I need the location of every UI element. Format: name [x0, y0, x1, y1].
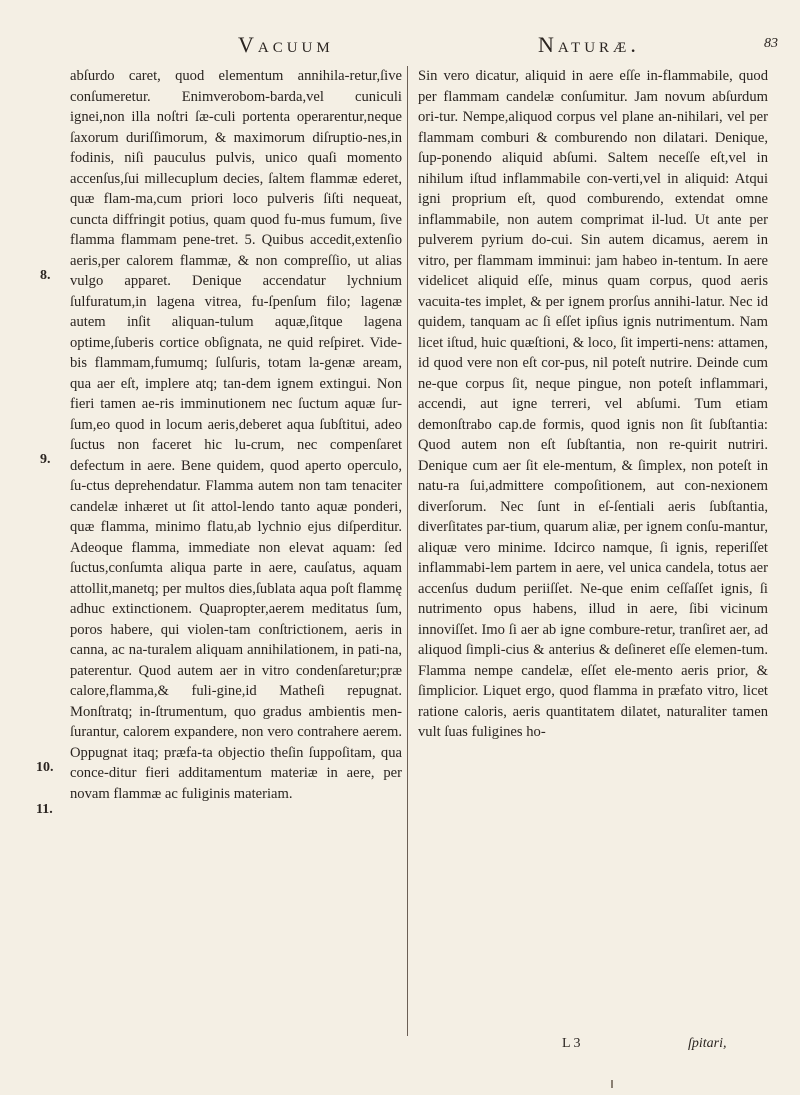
margin-number-8: 8.: [40, 268, 51, 283]
margin-number-9: 9.: [40, 452, 51, 467]
right-text-column: [418, 66, 768, 743]
header-word-vacuum: Vacuum: [238, 32, 334, 57]
catchword: ſpitari,: [688, 1036, 727, 1051]
paper-speck: [611, 1080, 613, 1088]
left-column-text: abſurdo caret, quod elementum annihila-retur,ſive conſumeretur. Enimverobom-barda,vel cuniculi ignei,non illa noſtri ſæ-culi portenta operarentur,neque ſaxorum duriſſimorum, & maximorum diſruptio-nes,in fodinis, niſi pauculus pulvis, unico quaſi momento accenſus,ſui millecuplum decies, ſaltem flammæ ederet, quæ flam-ma,cum priori loco pulveris ſiſti nequeat, cuncta diffringit potius, quam quod fu-mus fumum, ſive flamma flammam pene-tret. 5. Quibus accedit,extenſio aeris,per calorem flammæ, & non compreſſio, ut alias vulgo apparet. Denique accendatur lychnium ſulfuratum,in lagena vitrea, fu-ſpenſum filo; lagenæ autem inſit aliquan-tulum aquæ,ſitque lagena optime,ſuberis cortice obſignata, ne quid reſpiret. Vide-bis flammam,fumumq; ſulſuris, totam la-genæ aream, qua aer eſt, implere atq; tan-dem ignem extingui. Non fieri tamen ae-ris imminutionem nec ſuctum aquæ ſur-ſum,eo quod in locum aeris,deberet aqua ſubſtitui, adeo ſuctus non faceret hic lu-crum, nec compenſaret defectum in aere. Bene quidem, quod aperto operculo, ſu-ctus deprehendatur. Flamma autem non tam tenaciter candelæ inhæret ut ſit attol-lendo tanto aquæ ponderi, quæ flamma, minimo flatu,ab lychnio ejus diſperditur. Adeoque flamma, immediate non elevat aquam: ſed ſuctus,conſumta aliqua parte in aere, cauſatus, aquam attollit,manetq; per multos dies,ſublata aqua poſt flammę adhuc extinctionem. Quapropter,aerem meditatus ſum, poros habere, qui violen-tam conſtrictionem, aeris in canna, ac na-turalem aliquam annihilationem, in pati-na, paterentur. Quod autem aer in vitro condenſaretur;præ calore,flamma,& fuli-gine,id Matheſi repugnat. Monſtratq; in-ſtrumentum, quo gradus ambientis men-ſurantur, calorem expandere, non vero contrahere aerem. Oppugnat itaq; præfa-ta objectio theſin ſuppoſitam, qua conce-ditur fieri additamentum materiæ in aere, per novam flammæ ac fuliginis materiam.: [70, 68, 402, 802]
column-divider: [407, 66, 408, 1036]
right-column-text: Sin vero dicatur, aliquid in aere eſſe in-flammabile, quod per flammam candelæ conſumitur. Jam novum abſurdum ori-tur. Nempe,aliquod corpus vel plane an-nihilari, vel per flammam comburi & comburendo non dilatari. Denique, ſup-ponendo aliquid abſumi. Saltem neceſſe eſt,vel in nihilum iſtud inflammabile con-verti,vel in aliquid: Atqui igni proprium eſt, quod comburendo, extendat omne inflammabile, non autem comprimat il-lud. Ut ante per pulverem pyrium do-cui. Sin autem dicamus, aerem in vitro, per flammam imminui: jam habeo in-tentum. In aere videlicet aliquid eſſe, minus quam corpus, quod aeris vacuita-tes implet, & per ignem prorſus annihi-latur. Nec id quidem, tanquam ac ſi eſſet ipſius ignis nutrimentum. Nam licet iſtud, huic quæſtioni, & loco, ſit imperti-nens: attamen, id quod vere non eſt cor-pus, nil poteſt nutrire. Deinde cum ne-que corpus ſit, neque pingue, non poteſt inflammari, accendi, aut igne terreri, vel abſumi. Tum etiam demonſtrabo cap.de formis, quod ignis non ſit ſubſtantia: Quod autem non eſt ſubſtantia, non re-quirit nutriri. Denique cum aer ſit ele-mentum, & ſimplex, non poteſt in natu-ra ſui,admittere compoſitionem, aut con-nexionem diverſorum. Nec ſunt in eſ-ſentiali aeris ſubſtantia, diverſitates par-tium, quarum aliæ, per ignem conſu-mantur, aliquæ vero minime. Idcirco namque, ſi ignis, reperiſſet inflammabi-lem partem in aere, vel unica candela, totus aer accenſus dudum periiſſet. Ne-que enim ceſſaſſet ignis, ſi nutrimento opus habens, illud in aere, ſibi vicinum innoviſſet. Imo ſi aer ab igne combure-retur, tranſiret aer, ad aliquod ſimpli-cius & anterius & deſineret eſſe elemen-tum. Flamma nempe candelæ, eſſet ele-mento aeris prior, & ſimplicior. Liquet ergo, quod flamma in præfato vitro, licet ratione caloris, aeris quantitatem dilatet, naturaliter tamen vult ſuas fuligines ho-: [418, 68, 768, 740]
signature-mark: L 3: [562, 1036, 581, 1051]
margin-number-10: 10.: [36, 760, 54, 775]
header-word-naturae: Naturæ.: [538, 32, 640, 57]
page-number: 83: [764, 36, 778, 51]
running-header: [238, 14, 778, 57]
left-text-column: [70, 66, 402, 804]
margin-number-11: 11.: [36, 802, 53, 817]
